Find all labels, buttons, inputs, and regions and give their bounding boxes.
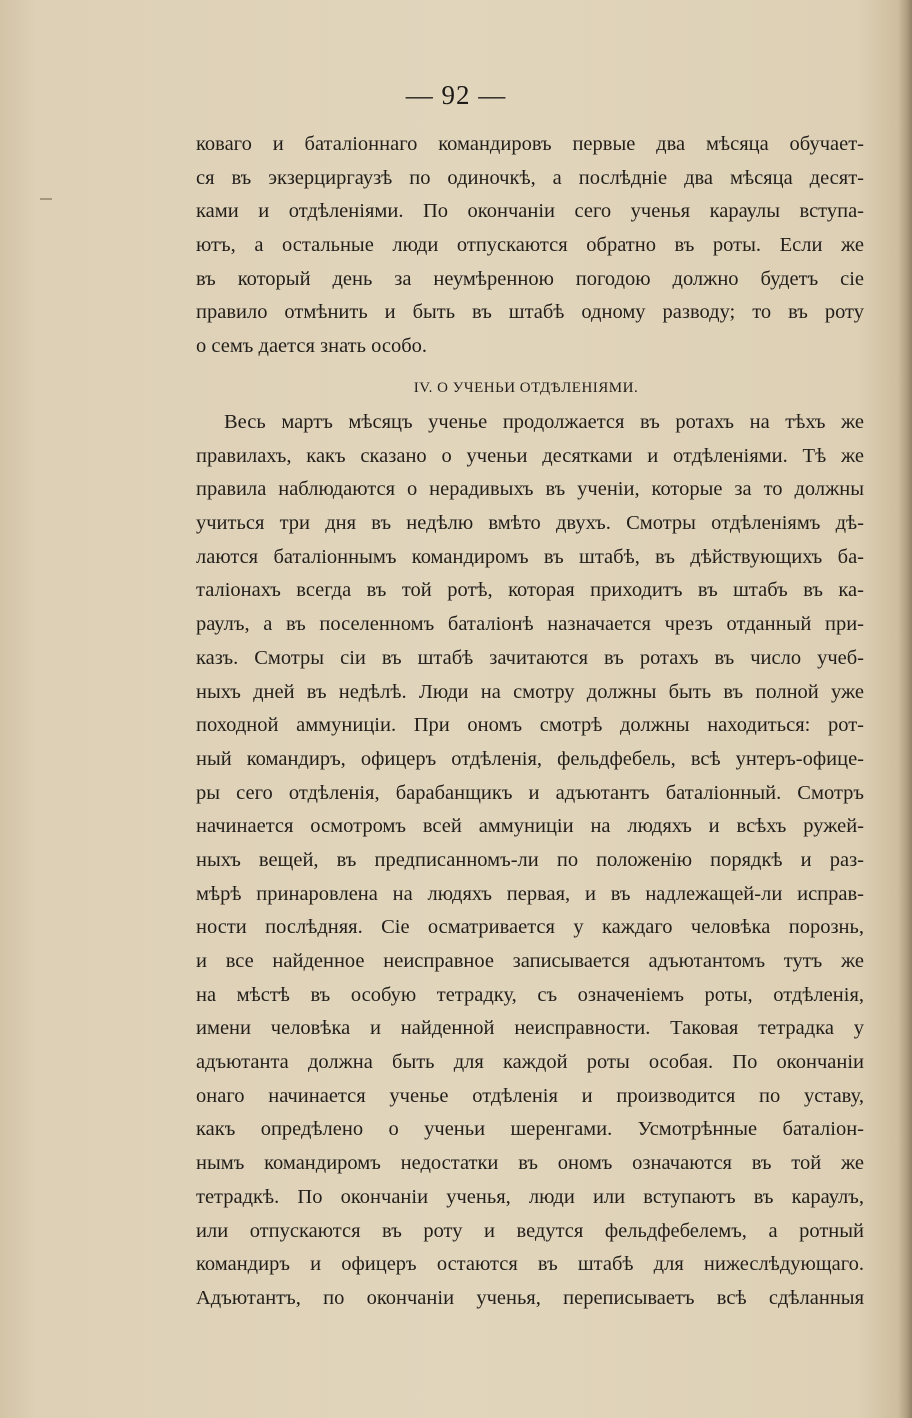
text-line: Адъютантъ, по окончаніи ученья, переписываетъ всѣ сдѣланныя — [196, 1286, 864, 1309]
section-heading: IV. О УЧЕНЬИ ОТДѢЛЕНІЯМИ. — [413, 380, 639, 396]
text-line: таліонахъ всегда въ той ротѣ, которая приходитъ въ штабъ въ ка- — [196, 579, 864, 602]
text-line: тетрадкѣ. По окончаніи ученья, люди или вступаютъ въ караулъ, — [196, 1185, 864, 1208]
text-line: адъютанта должна быть для каждой роты особая. По окончаніи — [196, 1051, 864, 1074]
text-line: какъ опредѣлено о ученьи шеренгами. Усмотрѣнные баталіон- — [196, 1118, 864, 1141]
text-line: коваго и баталіоннаго командировъ первые два мѣсяца обучает- — [196, 133, 864, 155]
text-line: на мѣстѣ въ особую тетрадку, съ означеніемъ роты, отдѣленія, — [196, 983, 864, 1006]
text-line: начинается осмотромъ всей аммуниціи на людяхъ и всѣхъ ружей- — [196, 815, 864, 838]
text-line: о семъ дается знать особо. — [196, 335, 427, 358]
text-line: казъ. Смотры сіи въ штабѣ зачитаются въ ротахъ въ число учеб- — [196, 646, 864, 669]
text-line: ками и отдѣленіями. По окончаніи сего ученья караулы вступа- — [196, 200, 864, 223]
text-line: мѣрѣ принаровлена на людяхъ первая, и въ надлежащей-ли исправ- — [196, 882, 864, 905]
margin-mark — [40, 198, 52, 200]
text-line: ютъ, а остальные люди отпускаются обратно въ роты. Если же — [196, 234, 864, 257]
text-line: ный командиръ, офицеръ отдѣленія, фельдфебель, всѣ унтеръ-офице- — [196, 747, 864, 770]
text-line: нымъ командиромъ недостатки въ ономъ означаются въ той же — [196, 1152, 864, 1175]
text-line: учиться три дня въ недѣлю вмѣто двухъ. Смотры отдѣленіямъ дѣ- — [196, 512, 864, 535]
text-line: ныхъ вещей, въ предписанномъ-ли по положенію порядкѣ и раз- — [196, 848, 864, 871]
text-line: ности послѣдняя. Сіе осматривается у каждаго человѣка порознь, — [196, 916, 864, 939]
text-line: ры сего отдѣленія, барабанщикъ и адъютантъ баталіонный. Смотръ — [196, 781, 864, 804]
text-line: правилахъ, какъ сказано о ученьи десятками и отдѣленіями. Тѣ же — [196, 444, 864, 467]
text-line: командиръ и офицеръ остаются въ штабѣ для нижеслѣдующаго. — [196, 1253, 864, 1276]
page-number: — 92 — — [405, 80, 507, 110]
text-line: правило отмѣнить и быть въ штабѣ одному разводу; то въ роту — [196, 301, 864, 324]
text-line: правила наблюдаются о нерадивыхъ въ ученіи, которые за то должны — [196, 478, 864, 501]
text-line: и все найденное неисправное записывается адъютантомъ тутъ же — [196, 950, 864, 972]
paragraph-2 — [196, 406, 864, 1316]
paragraph-1 — [196, 128, 864, 364]
text-line: раулъ, а въ поселенномъ баталіонѣ назначается чрезъ отданный при- — [196, 613, 864, 636]
text-line: или отпускаются въ роту и ведутся фельдфебелемъ, а ротный — [196, 1219, 864, 1242]
text-line: имени человѣка и найденной неисправности. Таковая тетрадка у — [196, 1017, 864, 1040]
text-line: онаго начинается ученье отдѣленія и производится по уставу, — [196, 1084, 864, 1107]
text-line: Весь мартъ мѣсяцъ ученье продолжается въ ротахъ на тѣхъ же — [224, 411, 864, 433]
text-line: ся въ экзерциргаузѣ по одиночкѣ, а послѣдніе два мѣсяца десят- — [196, 166, 864, 189]
page-edge-shadow — [898, 0, 912, 1418]
text-line: лаются баталіоннымъ командиромъ въ штабѣ, въ дѣйствующихъ ба- — [196, 545, 864, 568]
text-line: походной аммуниціи. При ономъ смотрѣ должны находиться: рот- — [196, 714, 864, 737]
text-line: ныхъ дней въ недѣлѣ. Люди на смотру должны быть въ полной уже — [196, 680, 864, 703]
text-line: въ который день за неумѣренною погодою должно будетъ сіе — [196, 267, 864, 290]
